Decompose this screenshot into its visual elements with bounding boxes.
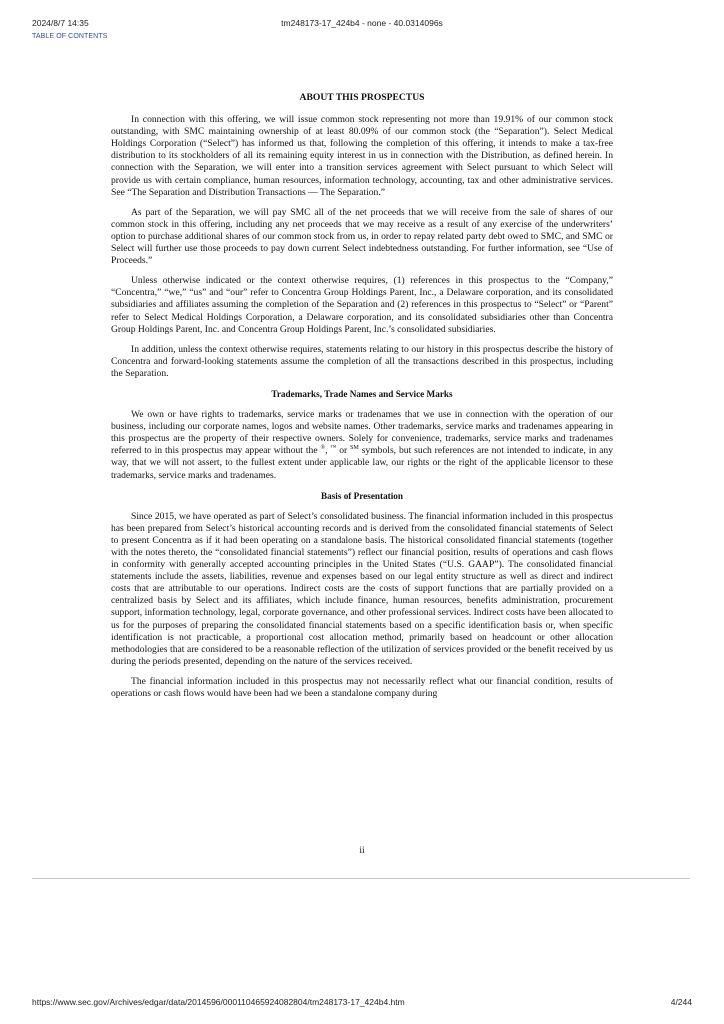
service-mark-symbol: SM <box>350 445 359 452</box>
page-divider <box>32 878 690 879</box>
intro-paragraph-2: As part of the Separation, we will pay SMC all of the net proceeds that we will receive from the sale of shares of our common stock in this offering, including any net proceeds that we may receive as a result of any exercise of the underwriters’ option to purchase additional shares of our common stock from us, in order to repay related party debt owed to SMC, and SMC or Select will further use those proceeds to pay down current Select indebtedness outstanding. For further information, see “Use of Proceeds.” <box>111 206 613 267</box>
section-heading: ABOUT THIS PROSPECTUS <box>299 92 425 103</box>
trademarks-text-start: We own or have rights to trademarks, service marks or tradenames that we use in connection with the operation of our business, including our corporate names, logos and website names. Other trademarks, service marks and tradenames appearing in this prospectus are the property of their respective owners. Solely for convenience, trademarks, service marks and tradenames referred to in this prospectus may appear without the <box>111 409 613 457</box>
page-number: ii <box>359 845 365 856</box>
symbol-separator-or: or <box>336 445 351 457</box>
basis-paragraph-1: Since 2015, we have operated as part of Select’s consolidated business. The financial information included in this prospectus has been prepared from Select’s historical accounting records and is derived from the consolidated financial statements of Select to present Concentra as if it had been operating on a standalone basis. The historical consolidated financial statements (together with the notes thereto, the “consolidated financial statements”) reflect our financial position, results of operations and cash flows in conformity with generally accepted accounting principles in the United States (“U.S. GAAP”). The consolidated financial statements include the assets, liabilities, revenue and expenses based on our legal entity structure as well as direct and indirect costs that are attributable to our operations. Indirect costs are the costs of support functions that are partially provided on a centralized basis by Select and its affiliates, which include finance, human resources, benefits administration, procurement support, information technology, legal, corporate governance, and other professional services. Indirect costs have been allocated to us for the purposes of preparing the consolidated financial statements based on a specific identification basis or, when specific identification is not practicable, a proportional cost allocation method, primarily based on headcount or other allocation methodologies that are considered to be a reasonable reflection of the utilization of services provided or the benefit received by us during the periods presented, depending on the nature of the services received. <box>111 510 613 667</box>
print-header <box>32 18 692 30</box>
trademarks-heading: Trademarks, Trade Names and Service Marks <box>271 388 453 399</box>
basis-heading: Basis of Presentation <box>320 490 403 501</box>
trademarks-paragraph <box>111 409 613 482</box>
registered-symbol: ® <box>320 445 326 452</box>
print-datetime: 2024/8/7 14:35 <box>32 18 89 28</box>
trademarks-text-end: symbols, but such references are not intended to indicate, in any way, that we will not assert, to the fullest extent under applicable law, our rights or the right of the applicable licensor to these trademarks, service marks and tradenames. <box>111 445 614 481</box>
trademark-symbol: ™ <box>330 445 337 452</box>
intro-paragraph-3: Unless otherwise indicated or the context otherwise requires, (1) references in this prospectus to the “Company,” “Concentra,” “we,” “us” and “our” refer to Concentra Group Holdings Parent, Inc., a Delaware corporation, and its consolidated subsidiaries and affiliates assuming the completion of the Separation and (2) references in this prospectus to “Select” or “Parent” refer to Select Medical Holdings Corporation, a Delaware corporation, and its consolidated subsidiaries other than Concentra Group Holdings Parent, Inc. and Concentra Group Holdings Parent, Inc.’s consolidated subsidiaries. <box>111 275 613 335</box>
table-of-contents-link[interactable]: TABLE OF CONTENTS <box>32 33 108 40</box>
print-document-title: tm248173-17_424b4 - none - 40.0314096s <box>281 18 443 28</box>
basis-paragraph-2: The financial information included in this prospectus may not necessarily reflect what our financial condition, results of operations or cash flows would have been had we been a standalone company during <box>111 675 613 700</box>
intro-paragraph-1: In connection with this offering, we will issue common stock representing not more than 19.91% of our common stock outstanding, with SMC maintaining ownership of at least 80.09% of our common stock (the “Separation”). Select Medical Holdings Corporation (“Select”) has informed us that, following the completion of this offering, it intends to make a tax-free distribution to its stockholders of all its remaining equity interest in us in connection with the Distribution, as defined herein. In connection with the Separation, we will enter into a transition services agreement with Select pursuant to which Select will provide us with certain compliance, human resources, information technology, accounting, tax and other administrative services. See “The Separation and Distribution Transactions — The Separation.” <box>111 114 613 198</box>
symbol-separator: , <box>325 445 331 457</box>
print-footer <box>32 997 692 1009</box>
intro-paragraph-4: In addition, unless the context otherwise requires, statements relating to our history in this prospectus describe the history of Concentra and forward-looking statements assume the completion of all the transactions described in this prospectus, including the Separation. <box>111 343 613 379</box>
print-url: https://www.sec.gov/Archives/edgar/data/2014596/000110465924082804/tm248173-17_424b4.htm <box>32 997 405 1007</box>
prospectus-content <box>111 92 613 708</box>
print-page-count: 4/244 <box>670 997 692 1007</box>
